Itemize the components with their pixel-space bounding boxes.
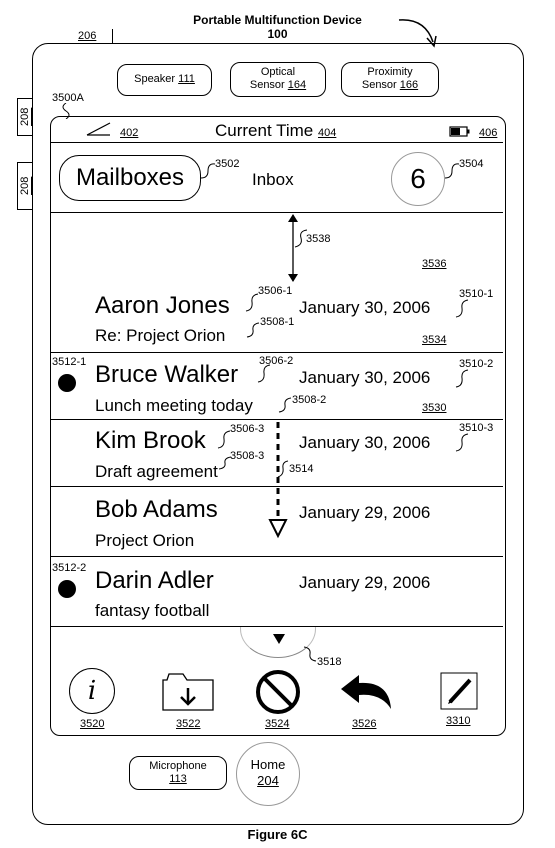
ref-squiggle	[218, 456, 232, 470]
ref-squiggle	[257, 364, 271, 384]
mailboxes-label: Mailboxes	[75, 164, 185, 191]
ref-3508-3: 3508-3	[230, 450, 265, 462]
mailboxes-button[interactable]	[59, 155, 201, 201]
unread-count-badge: 6	[391, 152, 445, 206]
proximity-sensor: Proximity Sensor 166	[341, 62, 439, 97]
inbox-title: Inbox	[252, 170, 294, 189]
ref-3510-2: 3510-2	[459, 358, 494, 370]
signal-icon	[86, 122, 112, 136]
ref-3500A: 3500A	[52, 92, 84, 104]
email-subject: fantasy football	[95, 601, 210, 620]
ref-206: 206	[78, 30, 97, 42]
email-subject: Draft agreement	[95, 462, 218, 481]
ref-3506-3: 3506-3	[230, 423, 265, 435]
ref-squiggle	[217, 430, 231, 450]
ref-3524: 3524	[265, 718, 290, 730]
ref-3504-squiggle	[444, 163, 460, 179]
unread-dot-icon	[58, 374, 76, 392]
ref-3502: 3502	[215, 158, 240, 170]
side-button-208-bottom: 208	[17, 162, 33, 210]
ref-3530: 3530	[422, 402, 447, 414]
ref-3534: 3534	[422, 334, 447, 346]
ref-3506-1: 3506-1	[258, 285, 293, 297]
ref-3506-2: 3506-2	[259, 355, 294, 367]
side-button-208-top: 208	[17, 98, 33, 136]
info-icon: i	[87, 676, 97, 706]
compose-button[interactable]	[440, 672, 478, 710]
battery-icon	[449, 126, 471, 137]
ref-squiggle	[278, 397, 292, 413]
move-to-folder-button[interactable]	[161, 672, 215, 712]
current-time: Current Time 404	[215, 121, 337, 140]
speaker: Speaker 111	[117, 64, 212, 96]
unread-dot-icon	[58, 580, 76, 598]
ref-3502-squiggle	[200, 163, 216, 179]
device-ref: 100	[267, 27, 288, 41]
ref-squiggle	[246, 322, 260, 338]
ref-3510-1: 3510-1	[459, 288, 494, 300]
more-down-arrow-icon	[272, 633, 286, 645]
email-date: January 30, 2006	[299, 433, 431, 452]
ref-3526: 3526	[352, 718, 377, 730]
sender-name: Aaron Jones	[95, 292, 230, 319]
ref-squiggle	[455, 433, 469, 453]
ref-3518-squiggle	[303, 646, 317, 662]
status-divider	[51, 142, 503, 143]
home-label: Home	[250, 757, 286, 772]
ref-3520: 3520	[80, 718, 105, 730]
nav-divider	[51, 212, 503, 213]
ref-3512-1: 3512-1	[52, 356, 87, 368]
ref-406: 406	[479, 127, 498, 139]
sender-name: Bruce Walker	[95, 361, 239, 388]
home-ref: 204	[257, 773, 279, 788]
home-button[interactable]	[236, 742, 300, 806]
ref-3538: 3538	[306, 233, 331, 245]
ref-3310: 3310	[446, 715, 471, 727]
row-divider	[51, 626, 503, 627]
sender-name: Darin Adler	[95, 567, 214, 594]
ref-3518: 3518	[317, 656, 342, 668]
ref-3504: 3504	[459, 158, 484, 170]
figure-caption: Figure 6C	[247, 827, 308, 842]
email-subject: Re: Project Orion	[95, 326, 226, 345]
sender-name: Bob Adams	[95, 496, 218, 523]
device-title: Portable Multifunction Device	[193, 13, 362, 27]
ref-3512-2: 3512-2	[52, 562, 87, 574]
scroll-arrow-icon	[285, 212, 301, 284]
ref-3508-2: 3508-2	[292, 394, 327, 406]
sender-name: Kim Brook	[95, 427, 206, 454]
info-button[interactable]	[69, 668, 115, 714]
email-subject: Project Orion	[95, 531, 195, 550]
delete-button[interactable]	[254, 668, 302, 716]
ref-3514-squiggle	[277, 460, 289, 478]
ref-3508-1: 3508-1	[260, 316, 295, 328]
ref-squiggle	[455, 299, 469, 319]
email-date: January 30, 2006	[299, 368, 431, 387]
ref-squiggle	[455, 369, 469, 389]
email-subject: Lunch meeting today	[95, 396, 253, 415]
ref-3510-3: 3510-3	[459, 422, 494, 434]
email-date: January 30, 2006	[299, 298, 431, 317]
reply-button[interactable]	[339, 673, 395, 713]
ref-3514: 3514	[289, 463, 314, 475]
ref-206-tick	[112, 29, 113, 43]
microphone: Microphone 113	[129, 756, 227, 790]
email-date: January 29, 2006	[299, 503, 431, 522]
ref-3536: 3536	[422, 258, 447, 270]
email-date: January 29, 2006	[299, 573, 431, 592]
ref-402: 402	[120, 127, 139, 139]
ref-squiggle	[245, 293, 259, 313]
optical-sensor: Optical Sensor 164	[230, 62, 326, 97]
ref-3522: 3522	[176, 718, 201, 730]
